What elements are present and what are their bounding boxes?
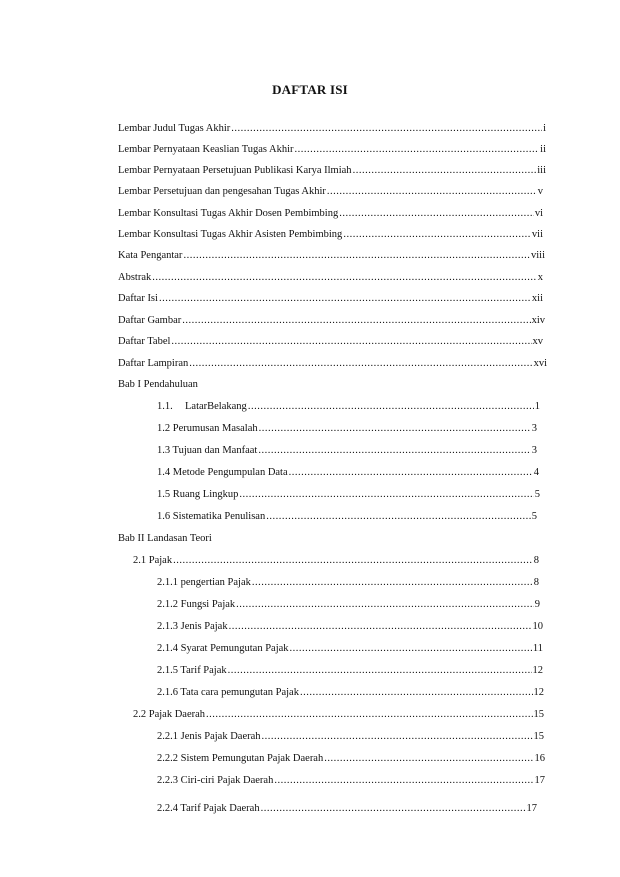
toc-entry-page: 17 bbox=[526, 803, 537, 814]
toc-entry-label: Bab I Pendahuluan bbox=[118, 379, 198, 390]
toc-entry[interactable] bbox=[157, 509, 537, 525]
toc-entry-page: iii bbox=[537, 165, 546, 176]
toc-entry-label: 1.2 Perumusan Masalah bbox=[157, 423, 258, 434]
dot-leader bbox=[289, 465, 533, 481]
toc-entry-label: Daftar Tabel bbox=[118, 336, 171, 347]
dot-leader bbox=[353, 163, 537, 179]
toc-entry[interactable] bbox=[157, 487, 540, 503]
toc-entry-label: 2.2.2 Sistem Pemungutan Pajak Daerah bbox=[157, 753, 324, 764]
toc-entry-label: 2.2 Pajak Daerah bbox=[133, 709, 206, 720]
toc-entry-page: 17 bbox=[534, 775, 545, 786]
toc-entry[interactable] bbox=[157, 729, 544, 745]
toc-entry[interactable] bbox=[157, 619, 543, 635]
toc-entry-label: 2.2.4 Tarif Pajak Daerah bbox=[157, 803, 260, 814]
toc-entry-page: x bbox=[537, 272, 543, 283]
toc-entry-label: Kata Pengantar bbox=[118, 250, 183, 261]
toc-entry-label: 1.5 Ruang Lingkup bbox=[157, 489, 239, 500]
toc-entry[interactable] bbox=[157, 465, 539, 481]
toc-entry[interactable] bbox=[118, 270, 543, 286]
toc-entry[interactable] bbox=[118, 184, 543, 200]
toc-entry[interactable] bbox=[157, 399, 540, 415]
dot-leader bbox=[239, 487, 533, 503]
toc-entry-page: xvi bbox=[533, 358, 547, 369]
chapter-heading[interactable] bbox=[118, 377, 418, 393]
toc-entry-label: Lembar Judul Tugas Akhir bbox=[118, 123, 231, 134]
toc-entry-label: 2.2.1 Jenis Pajak Daerah bbox=[157, 731, 261, 742]
toc-entry-page: 1 bbox=[534, 401, 540, 412]
dot-leader bbox=[295, 142, 540, 158]
toc-entry-page: 11 bbox=[532, 643, 543, 654]
toc-entry-page: 10 bbox=[532, 621, 543, 632]
toc-entry-label: Lembar Persetujuan dan pengesahan Tugas Akhir bbox=[118, 186, 326, 197]
toc-entry-page: 5 bbox=[531, 511, 537, 522]
toc-entry-label: 2.1.1 pengertian Pajak bbox=[157, 577, 251, 588]
toc-entry-page: 16 bbox=[534, 753, 545, 764]
toc-entry-page: 12 bbox=[533, 687, 544, 698]
toc-entry[interactable] bbox=[118, 291, 543, 307]
toc-entry-label: Lembar Pernyataan Keaslian Tugas Akhir bbox=[118, 144, 294, 155]
toc-entry-label: Daftar Lampiran bbox=[118, 358, 189, 369]
dot-leader bbox=[300, 685, 533, 701]
toc-entry-page: 5 bbox=[534, 489, 540, 500]
toc-entry[interactable] bbox=[133, 553, 539, 569]
toc-entry-label: Lembar Pernyataan Persetujuan Publikasi Karya Ilmiah bbox=[118, 165, 352, 176]
toc-entry[interactable] bbox=[133, 707, 544, 723]
toc-entry-label: 2.1.3 Jenis Pajak bbox=[157, 621, 228, 632]
dot-leader bbox=[274, 773, 533, 789]
dot-leader bbox=[266, 509, 531, 525]
toc-entry-label: 2.1.6 Tata cara pemungutan Pajak bbox=[157, 687, 299, 698]
dot-leader bbox=[173, 553, 533, 569]
dot-leader bbox=[171, 334, 531, 350]
toc-entry-label: Lembar Konsultasi Tugas Akhir Dosen Pembimbing bbox=[118, 208, 339, 219]
toc-entry-label: 2.1.4 Syarat Pemungutan Pajak bbox=[157, 643, 289, 654]
dot-leader bbox=[206, 707, 532, 723]
dot-leader bbox=[152, 270, 537, 286]
dot-leader bbox=[261, 801, 526, 817]
toc-entry-page: 15 bbox=[533, 731, 544, 742]
dot-leader bbox=[258, 443, 530, 459]
toc-entry[interactable] bbox=[118, 248, 545, 264]
toc-entry[interactable] bbox=[157, 685, 544, 701]
dot-leader bbox=[159, 291, 531, 307]
toc-entry-label: 1.4 Metode Pengumpulan Data bbox=[157, 467, 288, 478]
toc-entry[interactable] bbox=[118, 356, 547, 372]
toc-entry-label: 1.3 Tujuan dan Manfaat bbox=[157, 445, 258, 456]
toc-entry-page: i bbox=[543, 123, 546, 134]
toc-entry[interactable] bbox=[118, 206, 543, 222]
dot-leader bbox=[229, 619, 532, 635]
toc-entry[interactable] bbox=[157, 421, 537, 437]
chapter-heading[interactable] bbox=[118, 531, 418, 547]
toc-entry-label: 2.1.5 Tarif Pajak bbox=[157, 665, 227, 676]
dot-leader bbox=[248, 399, 534, 415]
toc-entry[interactable] bbox=[157, 751, 545, 767]
toc-entry-page: 8 bbox=[533, 555, 539, 566]
toc-entry[interactable] bbox=[118, 227, 543, 243]
dot-leader bbox=[343, 227, 531, 243]
toc-entry[interactable] bbox=[118, 313, 545, 329]
toc-entry-page: 9 bbox=[534, 599, 540, 610]
toc-entry-label: 2.2.3 Ciri-ciri Pajak Daerah bbox=[157, 775, 274, 786]
toc-entry-page: vi bbox=[534, 208, 543, 219]
dot-leader bbox=[236, 597, 534, 613]
dot-leader bbox=[327, 184, 537, 200]
toc-entry[interactable] bbox=[118, 334, 543, 350]
toc-entry-label: 2.1 Pajak bbox=[133, 555, 173, 566]
toc-entry-page: xiv bbox=[531, 315, 545, 326]
dot-leader bbox=[182, 313, 530, 329]
toc-entry-label: Bab II Landasan Teori bbox=[118, 533, 212, 544]
toc-entry[interactable] bbox=[157, 443, 537, 459]
toc-entry-page: v bbox=[537, 186, 543, 197]
toc-entry[interactable] bbox=[118, 163, 546, 179]
toc-entry-label: Daftar Isi bbox=[118, 293, 158, 304]
toc-entry-page: xii bbox=[531, 293, 543, 304]
toc-entry-page: 15 bbox=[533, 709, 544, 720]
toc-entry-label: Lembar Konsultasi Tugas Akhir Asisten Pembimbing bbox=[118, 229, 343, 240]
dot-leader bbox=[259, 421, 531, 437]
toc-entry[interactable] bbox=[157, 663, 543, 679]
dot-leader bbox=[228, 663, 532, 679]
toc-entry[interactable] bbox=[118, 142, 546, 158]
page-title: DAFTAR ISI bbox=[272, 82, 348, 97]
dot-leader bbox=[189, 356, 532, 372]
toc-entry-page: 3 bbox=[531, 423, 537, 434]
toc-entry-label: 2.1.2 Fungsi Pajak bbox=[157, 599, 236, 610]
toc-entry[interactable] bbox=[118, 121, 546, 137]
toc-entry-page: vii bbox=[531, 229, 543, 240]
dot-leader bbox=[252, 575, 533, 591]
toc-entry-page: 8 bbox=[533, 577, 539, 588]
toc-entry-page: xv bbox=[532, 336, 543, 347]
dot-leader bbox=[183, 248, 530, 264]
toc-entry-page: 12 bbox=[532, 665, 543, 676]
toc-entry[interactable] bbox=[157, 597, 540, 613]
toc-entry-label: LatarBelakang bbox=[185, 401, 247, 412]
toc-entry[interactable] bbox=[157, 575, 539, 591]
dot-leader bbox=[339, 206, 534, 222]
toc-entry-number: 1.1. bbox=[157, 401, 173, 412]
toc-entry-page: ii bbox=[540, 144, 546, 155]
dot-leader bbox=[231, 121, 542, 137]
toc-entry-label: Daftar Gambar bbox=[118, 315, 182, 326]
dot-leader bbox=[324, 751, 533, 767]
dot-leader bbox=[290, 641, 532, 657]
dot-leader bbox=[262, 729, 533, 745]
toc-entry-page: viii bbox=[530, 250, 545, 261]
toc-entry-page: 3 bbox=[531, 445, 537, 456]
toc-entry[interactable] bbox=[157, 773, 545, 789]
toc-entry[interactable] bbox=[157, 801, 537, 817]
toc-entry[interactable] bbox=[157, 641, 543, 657]
toc-entry-page: 4 bbox=[533, 467, 539, 478]
toc-entry-label: Abstrak bbox=[118, 272, 152, 283]
toc-entry-label: 1.6 Sistematika Penulisan bbox=[157, 511, 266, 522]
